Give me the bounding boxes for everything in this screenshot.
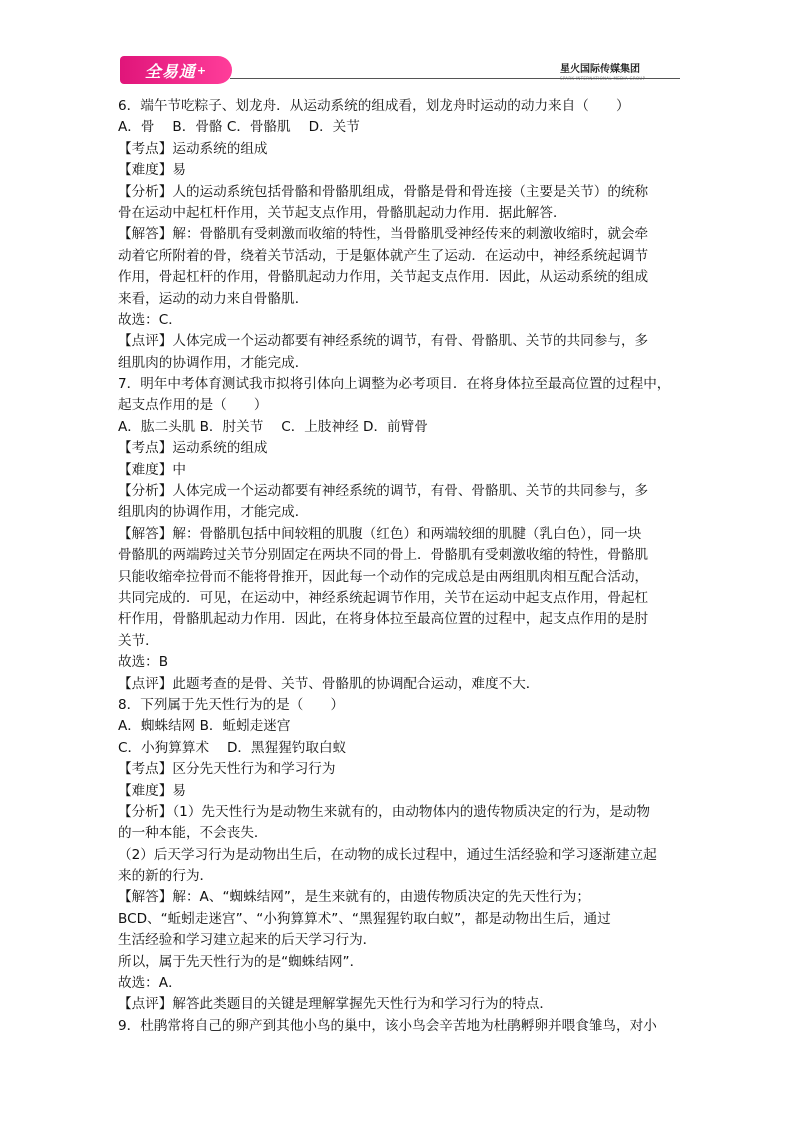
text-line: 所以，属于先天性行为的是“蜘蛛结网”． [118,953,364,970]
text-line: （2）后天学习行为是动物出生后，在动物的成长过程中，通过生活经验和学习逐渐建立起 [118,846,657,863]
text-line: A．肱二头肌 B．肘关节 C．上肢神经 D．前臂骨 [118,418,428,435]
text-line: BCD、“蚯蚓走迷宫”、“小狗算算术”、“黑猩猩钓取白蚁”，都是动物出生后，通过 [118,910,611,927]
text-line: 【解答】解：骨骼肌包括中间较粗的肌腹（红色）和两端较细的肌腱（乳白色），同一块 [118,525,642,542]
text-line: A．骨 B．骨骼 C．骨骼肌 D．关节 [118,119,360,136]
text-line: 起支点作用的是（ ） [118,397,268,414]
text-line: 的一种本能，不会丧失． [118,825,268,842]
page-header [120,56,680,86]
text-line: 【点评】此题考查的是骨、关节、骨骼肌的协调配合运动，难度不大． [118,675,540,692]
logo-text: 全易通 [144,61,196,81]
text-line: 8．下列属于先天性行为的是（ ） [118,696,345,713]
text-line: 【分析】人的运动系统包括骨骼和骨骼肌组成，骨骼是骨和骨连接（主要是关节）的统称 [118,183,649,200]
text-line: 【点评】解答此类题目的关键是理解掌握先天性行为和学习行为的特点． [118,996,553,1013]
brand-logo [120,56,232,84]
text-line: 来的新的行为． [118,868,214,885]
group-english-name: SPARK INTERNATIONAL MEDIA GROUP [560,76,646,81]
text-line: 【考点】运动系统的组成 [118,140,268,157]
text-line: 只能收缩牵拉骨而不能将骨推开，因此每一个动作的完成总是由两组肌肉相互配合活动， [118,568,649,585]
text-line: 【难度】中 [118,461,186,478]
text-line: 故选：A． [118,975,182,992]
group-name: 星火国际传媒集团 [560,64,640,75]
text-line: 共同完成的．可见，在运动中，神经系统起调节作用，关节在运动中起支点作用，骨起杠 [118,589,649,606]
text-line: 【分析】（1）先天性行为是动物生来就有的，由动物体内的遗传物质决定的行为，是动物 [118,803,651,820]
text-line: 骨在运动中起杠杆作用，关节起支点作用，骨骼肌起动力作用．据此解答． [118,204,567,221]
text-line: 骨骼肌的两端跨过关节分别固定在两块不同的骨上．骨骼肌有受刺激收缩的特性，骨骼肌 [118,547,649,564]
document-body [118,96,690,1037]
text-line: 来看，运动的动力来自骨骼肌． [118,290,309,307]
text-line: 【解答】解：A、“蜘蛛结网”，是生来就有的，由遗传物质决定的先天性行为； [118,889,590,906]
text-line: 【点评】人体完成一个运动都要有神经系统的调节，有骨、骨骼肌、关节的共同参与，多 [118,333,649,350]
text-line: 关节． [118,632,159,649]
text-line: 6．端午节吃粽子、划龙舟．从运动系统的组成看，划龙舟时运动的动力来自（ ） [118,98,630,114]
logo-plus: + [196,63,208,77]
text-line: 9．杜鹃常将自己的卵产到其他小鸟的巢中，该小鸟会辛苦地为杜鹃孵卵并喂食雏鸟，对小 [118,1017,657,1034]
text-line: 【解答】解：骨骼肌有受刺激而收缩的特性，当骨骼肌受神经传来的刺激收缩时，就会牵 [118,226,649,243]
text-line: 故选：C． [118,311,182,328]
text-line: 生活经验和学习建立起来的后天学习行为． [118,932,377,949]
text-line: C．小狗算算术 D．黑猩猩钓取白蚁 [118,739,347,756]
text-line: A．蜘蛛结网 B．蚯蚓走迷宫 [118,718,291,735]
text-line: 7．明年中考体育测试我市拟将引体向上调整为必考项目．在将身体拉至最高位置的过程中， [118,376,671,393]
text-line: 【考点】区分先天性行为和学习行为 [118,761,336,778]
header-divider [230,78,680,79]
text-line: 杆作用，骨骼肌起动力作用．因此，在将身体拉至最高位置的过程中，起支点作用的是肘 [118,611,649,628]
text-line: 【难度】易 [118,782,186,799]
text-line: 组肌肉的协调作用，才能完成． [118,504,309,521]
text-line: 组肌肉的协调作用，才能完成． [118,354,309,371]
text-line: 动着它所附着的骨，绕着关节活动，于是躯体就产生了运动．在运动中，神经系统起调节 [118,247,649,264]
text-line: 作用，骨起杠杆的作用，骨骼肌起动力作用，关节起支点作用．因此，从运动系统的组成 [118,269,649,286]
text-line: 【分析】人体完成一个运动都要有神经系统的调节，有骨、骨骼肌、关节的共同参与，多 [118,483,649,500]
text-line: 故选：B [118,654,169,671]
text-line: 【难度】易 [118,162,186,179]
text-line: 【考点】运动系统的组成 [118,440,268,457]
